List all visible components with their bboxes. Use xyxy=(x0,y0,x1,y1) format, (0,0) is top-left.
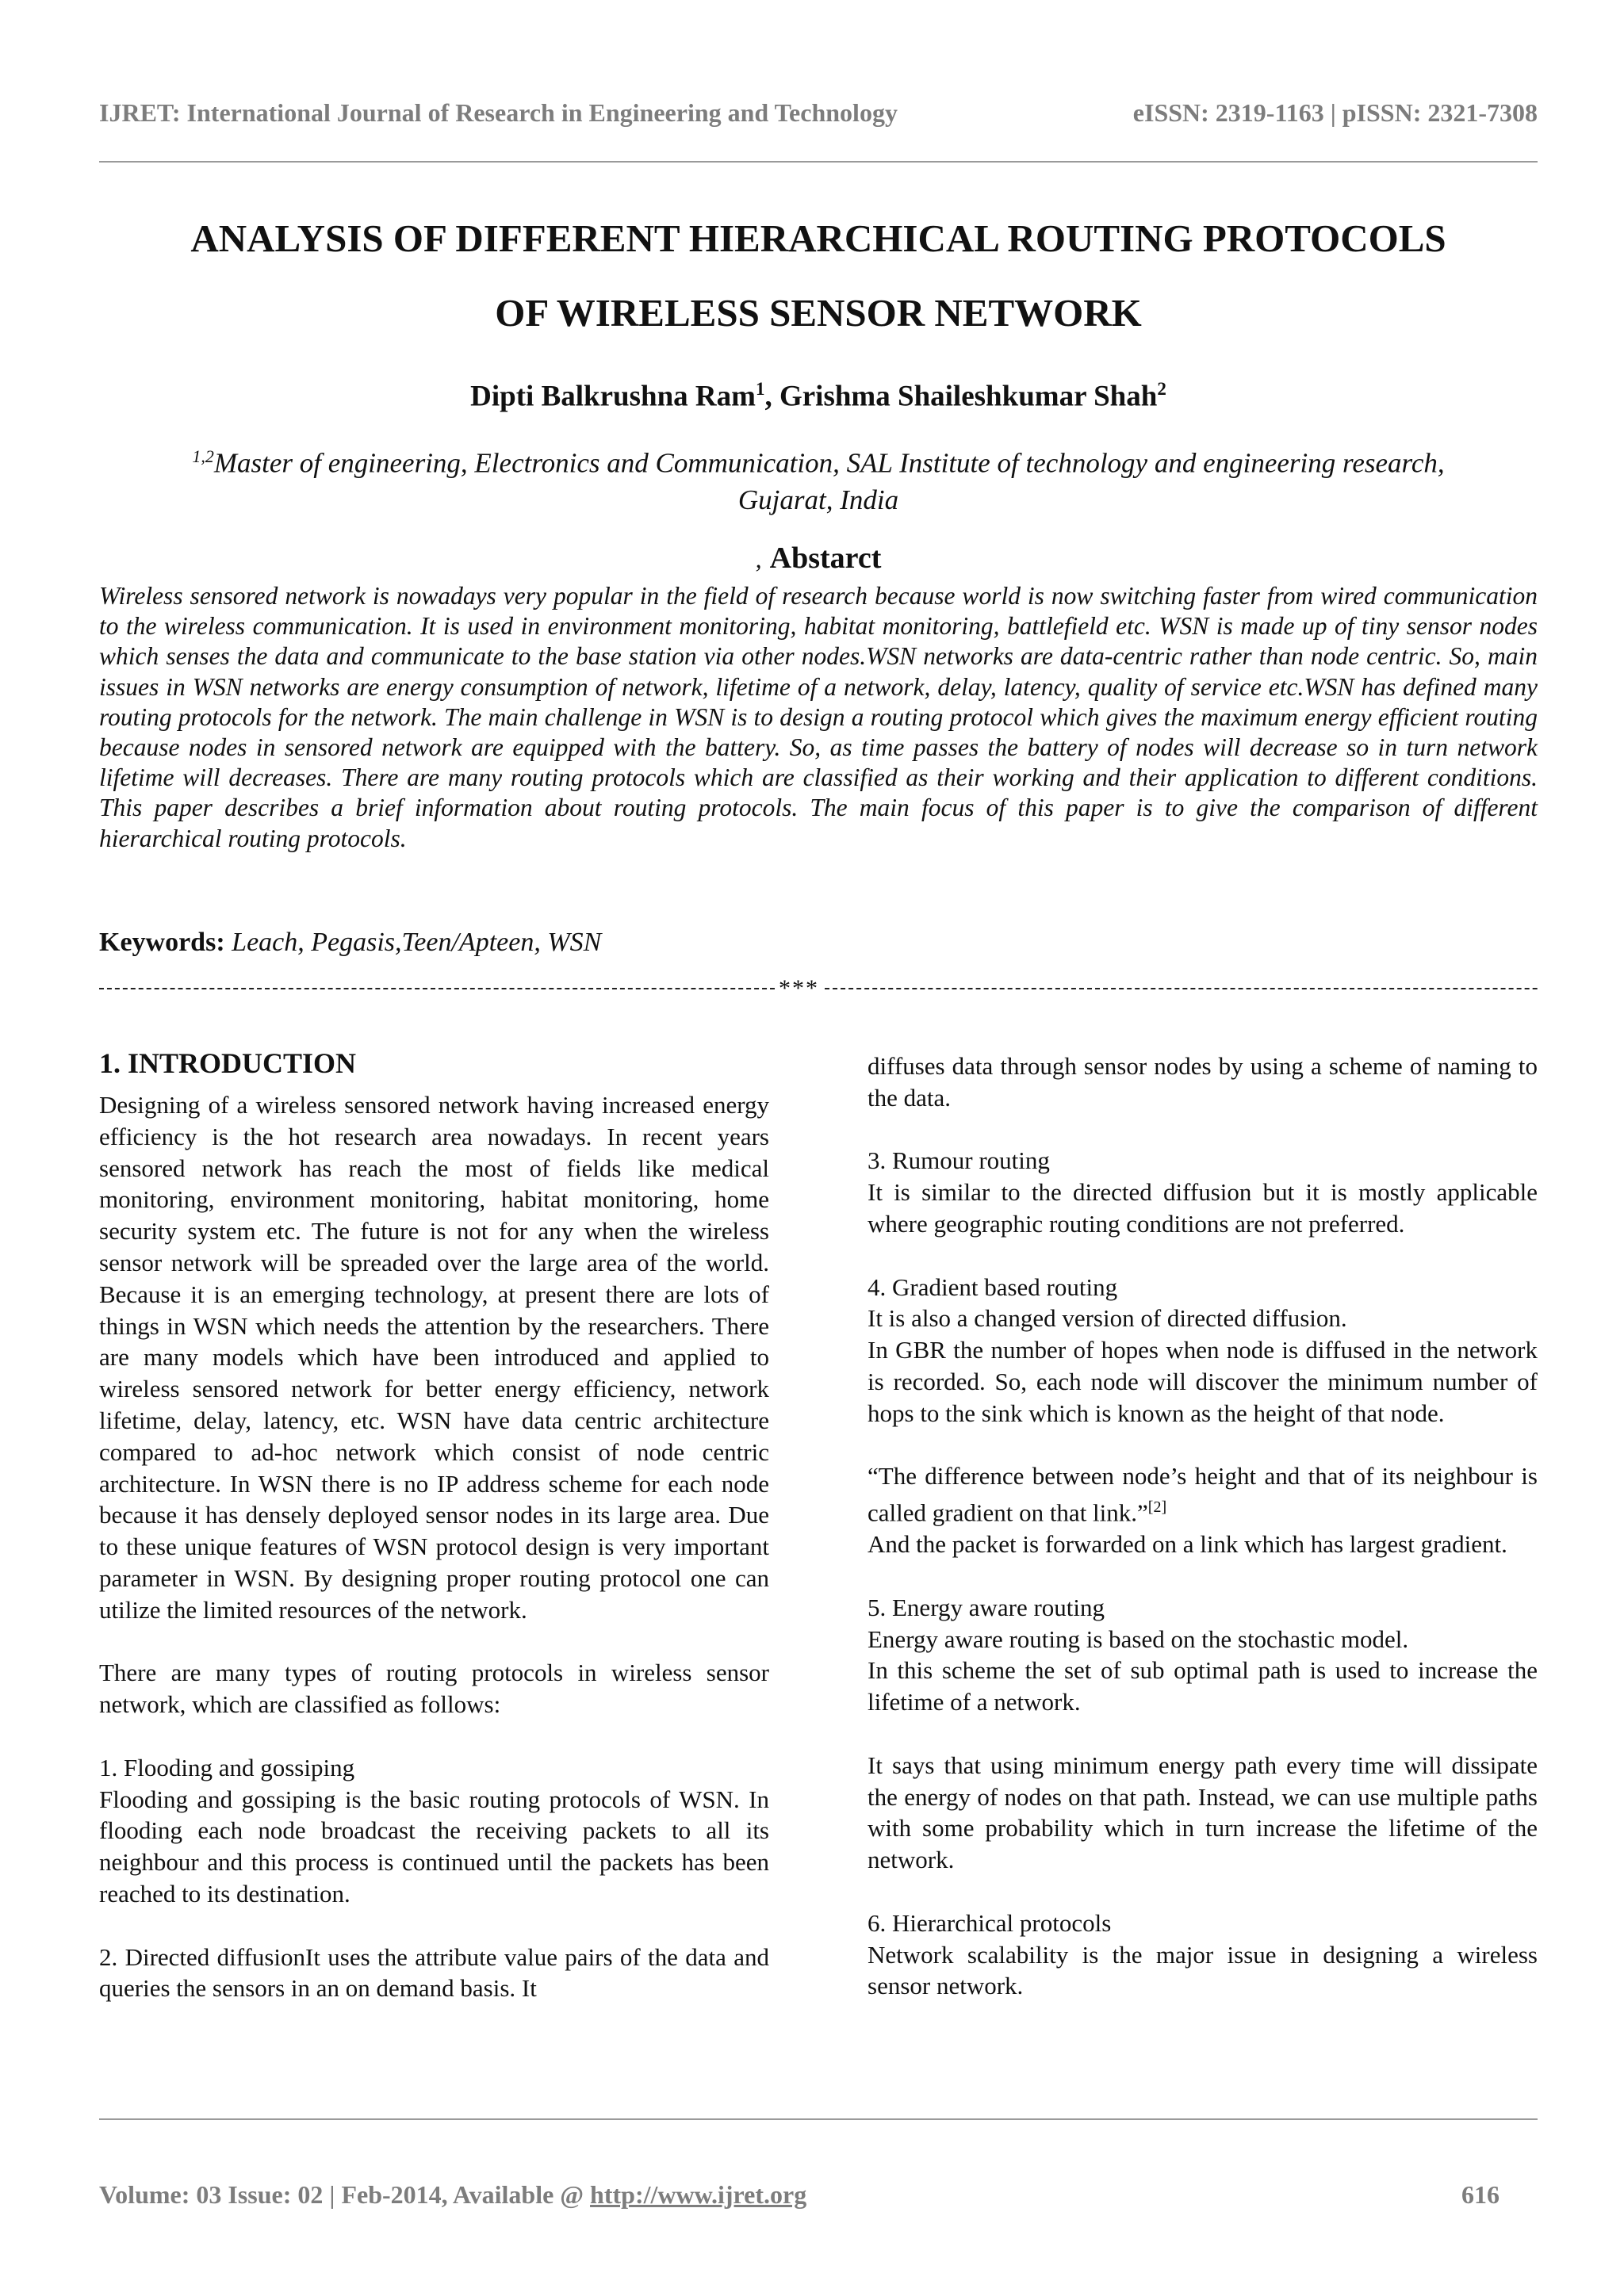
author-2: Grishma Shaileshkumar Shah xyxy=(779,380,1158,413)
author-1-affiliation-mark: 1 xyxy=(755,379,765,399)
section-separator xyxy=(99,980,1538,996)
introduction-heading: 1. INTRODUCTION xyxy=(99,1047,357,1079)
paragraph-gap xyxy=(868,1876,1538,1908)
affiliation-line-2: Gujarat, India xyxy=(737,484,899,515)
issn-info: eISSN: 2319-1163 | pISSN: 2321-7308 xyxy=(1132,98,1538,127)
rumour-routing-paragraph: It is similar to the directed diffusion but it is mostly applicable where geographic routing conditions are not preferred. xyxy=(868,1178,1538,1238)
author-1: Dipti Balkrushna Ram xyxy=(470,380,756,413)
title-line-1: ANALYSIS OF DIFFERENT HIERARCHICAL ROUTING PROTOCOLS xyxy=(190,216,1446,260)
journal-name: IJRET: International Journal of Research in Engineering and Technology xyxy=(99,98,898,127)
separator-dash-right xyxy=(825,988,1538,989)
separator-stars: *** xyxy=(779,980,819,996)
author-list xyxy=(99,379,1538,413)
volume-info: Volume: 03 Issue: 02 | Feb-2014, Available @ xyxy=(99,2180,591,2209)
energy-routing-line: Energy aware routing is based on the stochastic model. xyxy=(868,1624,1409,1653)
title-line-2: OF WIRELESS SENSOR NETWORK xyxy=(495,291,1142,335)
energy-routing-paragraph: In this scheme the set of sub optimal path is used to increase the lifetime of a network. xyxy=(868,1656,1538,1716)
author-separator: , xyxy=(764,380,779,413)
keywords xyxy=(99,928,1538,958)
gradient-packet-paragraph: And the packet is forwarded on a link which has largest gradient. xyxy=(868,1530,1507,1559)
hierarchical-paragraph: Network scalability is the major issue in designing a wireless sensor network. xyxy=(868,1940,1538,2000)
paragraph-gap xyxy=(99,1626,769,1658)
directed-diffusion-paragraph: 2. Directed diffusionIt uses the attribute value pairs of the data and queries the sensors in an on demand basis. It xyxy=(99,1942,769,2003)
routing-types-paragraph: There are many types of routing protocols in wireless sensor network, which are classified as follows: xyxy=(99,1659,769,1719)
paper-title xyxy=(99,201,1538,350)
gradient-quote-text: “The difference between node’s height and that of its neighbour is called gradient on that link.” xyxy=(868,1462,1538,1527)
energy-routing-paragraph-2: It says that using minimum energy path every time will dissipate the energy of nodes on that path. Instead, we can use multiple paths with some probability which in turn increase the lifetime of the network. xyxy=(868,1751,1538,1874)
flooding-title: 1. Flooding and gossiping xyxy=(99,1753,355,1781)
affiliation-line-1: Master of engineering, Electronics and Communication, SAL Institute of technology and engineering research, xyxy=(213,447,1445,479)
paragraph-gap xyxy=(868,1560,1538,1592)
paragraph-gap xyxy=(868,1114,1538,1146)
gradient-routing-line: It is also a changed version of directed diffusion. xyxy=(868,1304,1347,1333)
abstract-title: Abstarct xyxy=(769,541,882,575)
paragraph-gap xyxy=(99,1720,769,1752)
affiliation-mark: 1,2 xyxy=(192,446,214,466)
energy-routing-title: 5. Energy aware routing xyxy=(868,1593,1105,1621)
footer-rule xyxy=(99,2118,1538,2120)
keywords-value: Leach, Pegasis,Teen/Apteen, WSN xyxy=(232,928,602,957)
rumour-routing-title: 3. Rumour routing xyxy=(868,1146,1050,1175)
flooding-paragraph: Flooding and gossiping is the basic routing protocols of WSN. In flooding each node broadcast the receiving packets to all its neighbour and this process is continued until the packets has been reached to its destination. xyxy=(99,1785,769,1908)
keywords-label: Keywords: xyxy=(99,928,225,957)
introduction-paragraph: Designing of a wireless sensored network having increased energy efficiency is the hot research area nowadays. In recent years sensored network has reach the most of fields like medical monitoring, environment monitoring, habitat monitoring, home security system etc. The future is not for any when the wireless sensor network will be spreaded over the large area of the world. Because it is an emerging technology, at present there are lots of things in WSN which needs the attention by the researchers. There are many models which have been introduced and applied to wireless sensored network for better energy efficiency, network lifetime, delay, latency, etc. WSN have data centric architecture compared to ad-hoc network which consist of node centric architecture. In WSN there is no IP address scheme for each node because it has densely deployed sensor nodes in its large area. Due to these unique features of WSN protocol design is very important parameter in WSN. By designing proper routing protocol one can utilize the limited resources of the network. xyxy=(99,1091,769,1624)
abstract-heading xyxy=(99,541,1538,576)
paragraph-gap xyxy=(868,1240,1538,1272)
gradient-routing-title: 4. Gradient based routing xyxy=(868,1272,1118,1301)
abstract-body: Wireless sensored network is nowadays very popular in the field of research because world is now switching faster from wired communication to the wireless communication. It is used in environment monitoring, habitat monitoring, battlefield etc. WSN is made up of tiny sensor nodes which senses the data and communicate to the base station via other nodes.WSN networks are data-centric rather than node centric. So, main issues in WSN networks are energy consumption of network, lifetime of a network, delay, latency, quality of service etc.WSN has defined many routing protocols for the network. The main challenge in WSN is to design a routing protocol which gives the maximum energy efficient routing because nodes in sensored network are equipped with the battery. So, as time passes the battery of nodes will decrease so in turn network lifetime will decreases. There are many routing protocols which are classified as their working and their application to different conditions. This paper describes a brief information about routing protocols. The main focus of this paper is to give the comparison of different hierarchical routing protocols. xyxy=(99,582,1538,852)
abstract-prefix: , xyxy=(755,545,762,573)
citation-ref: [2] xyxy=(1147,1498,1167,1517)
affiliation xyxy=(119,438,1518,519)
hierarchical-title: 6. Hierarchical protocols xyxy=(868,1908,1112,1937)
gradient-routing-paragraph: In GBR the number of hopes when node is diffused in the network is recorded. So, each node will discover the minimum number of hops to the sink which is known as the height of that node. xyxy=(868,1336,1538,1427)
paragraph-gap xyxy=(99,1910,769,1942)
separator-dash-left xyxy=(99,988,775,989)
gradient-quote xyxy=(868,1460,1538,1529)
page-number: 616 xyxy=(1461,2180,1500,2209)
journal-link[interactable]: http://www.ijret.org xyxy=(590,2180,807,2209)
author-2-affiliation-mark: 2 xyxy=(1157,379,1166,399)
right-column xyxy=(868,1050,1538,2002)
header-rule xyxy=(99,161,1538,163)
paragraph-gap xyxy=(868,1429,1538,1461)
directed-diffusion-continued: diffuses data through sensor nodes by using a scheme of naming to the data. xyxy=(868,1052,1538,1112)
footer-info xyxy=(99,2180,806,2210)
left-column xyxy=(99,1045,769,2004)
paragraph-gap xyxy=(868,1718,1538,1750)
